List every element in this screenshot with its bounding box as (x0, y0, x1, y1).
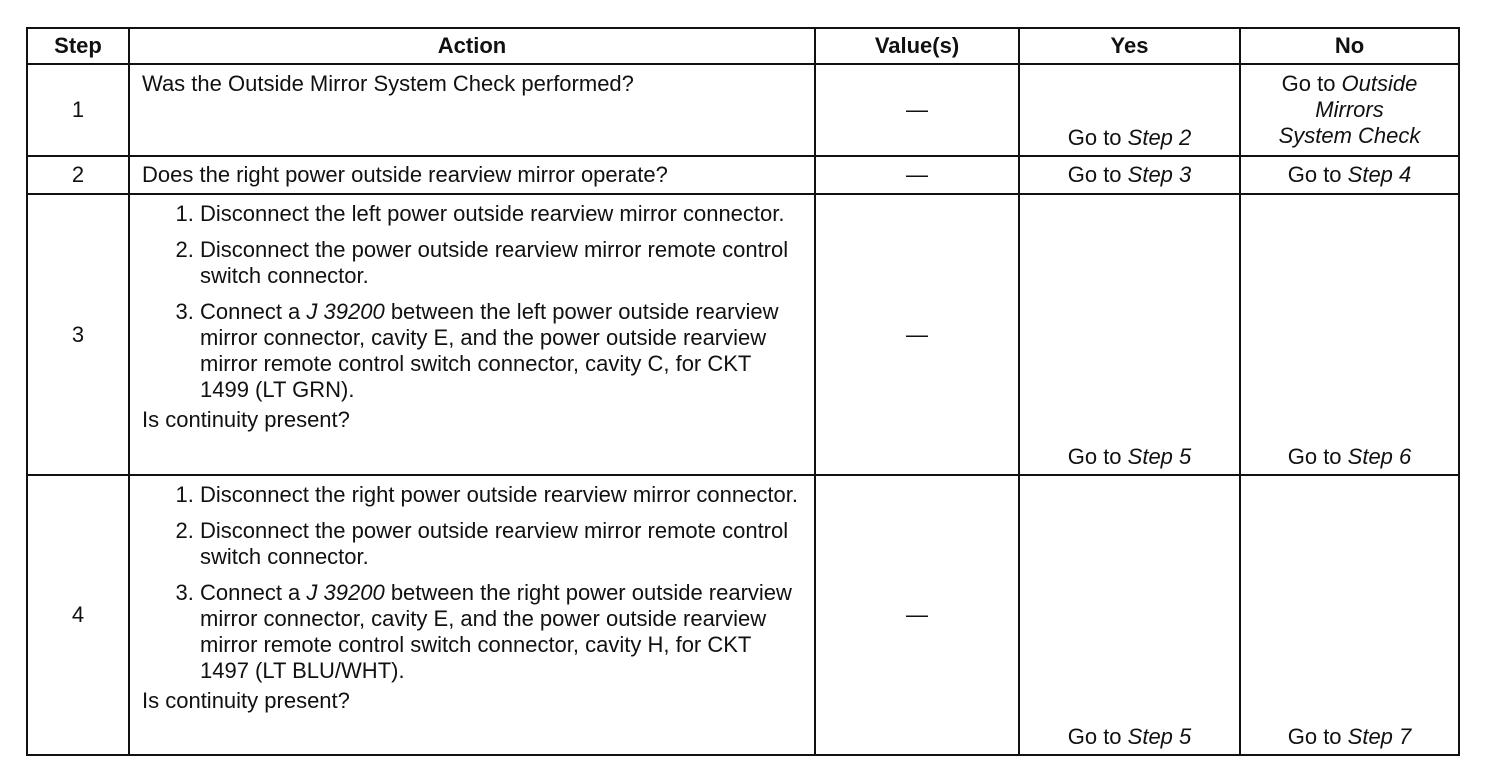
header-values: Value(s) (815, 28, 1019, 64)
header-row (27, 28, 1459, 64)
value-cell: — (815, 156, 1019, 194)
yes-cell (1019, 194, 1240, 475)
action-cell (129, 475, 815, 755)
no-cell (1240, 156, 1459, 194)
tool-name: J 39200 (306, 299, 385, 324)
yes-prefix: Go to (1067, 444, 1128, 469)
yes-cell (1019, 475, 1240, 755)
action-question: Was the Outside Mirror System Check performed? (142, 71, 634, 96)
action-cell (129, 64, 815, 156)
no-step-link[interactable]: Step 4 (1347, 162, 1412, 187)
no-cell (1240, 194, 1459, 475)
no-step-link[interactable]: Step 6 (1347, 444, 1412, 469)
yes-step-link[interactable]: Step 3 (1127, 162, 1192, 187)
table-row (27, 475, 1459, 755)
yes-prefix: Go to (1067, 724, 1128, 749)
table-row (27, 156, 1459, 194)
header-yes: Yes (1019, 28, 1240, 64)
table-row (27, 194, 1459, 475)
action-steps-list (142, 201, 804, 403)
action-cell (129, 156, 815, 194)
no-prefix: Go to (1287, 162, 1348, 187)
no-prefix: Go to (1281, 71, 1342, 96)
action-question: Is continuity present? (142, 407, 350, 432)
step-number: 1 (27, 64, 129, 156)
action-step: 3. Connect a J 39200 between the right power outside rearview mirror connector, cavity E, and the power outside rearview mirror remote control switch connector, cavity H, for CKT 1497 (LT BLU/WHT). (200, 580, 804, 684)
value-cell: — (815, 194, 1019, 475)
no-cell (1240, 64, 1459, 156)
no-prefix: Go to (1287, 724, 1348, 749)
header-step: Step (27, 28, 129, 64)
step-number: 4 (27, 475, 129, 755)
value-cell: — (815, 475, 1019, 755)
step-number: 3 (27, 194, 129, 475)
action-steps-list (142, 482, 804, 684)
value-cell: — (815, 64, 1019, 156)
action-step: 1. Disconnect the left power outside rearview mirror connector. (200, 201, 804, 227)
yes-cell (1019, 156, 1240, 194)
yes-step-link[interactable]: Step 5 (1127, 444, 1192, 469)
action-step: 2. Disconnect the power outside rearview mirror remote control switch connector. (200, 237, 804, 289)
action-question: Does the right power outside rearview mirror operate? (142, 162, 668, 187)
diagnostic-table (26, 27, 1460, 756)
action-question: Is continuity present? (142, 688, 350, 713)
action-cell (129, 194, 815, 475)
tool-name: J 39200 (306, 580, 385, 605)
action-step: 1. Disconnect the right power outside rearview mirror connector. (200, 482, 804, 508)
no-ref-line-2[interactable]: Mirrors (1315, 97, 1384, 122)
yes-prefix: Go to (1067, 125, 1128, 150)
yes-step-link[interactable]: Step 2 (1127, 125, 1192, 150)
yes-step-link[interactable]: Step 5 (1127, 724, 1192, 749)
header-no: No (1240, 28, 1459, 64)
header-action: Action (129, 28, 815, 64)
yes-prefix: Go to (1067, 162, 1128, 187)
no-step-link[interactable]: Step 7 (1347, 724, 1412, 749)
action-step: 3. Connect a J 39200 between the left power outside rearview mirror connector, cavity E, and the power outside rearview mirror remote control switch connector, cavity C, for CKT 1499 (LT GRN). (200, 299, 804, 403)
no-cell (1240, 475, 1459, 755)
no-ref-line-3[interactable]: System Check (1278, 123, 1421, 148)
yes-cell (1019, 64, 1240, 156)
no-prefix: Go to (1287, 444, 1348, 469)
action-step: 2. Disconnect the power outside rearview mirror remote control switch connector. (200, 518, 804, 570)
step-number: 2 (27, 156, 129, 194)
table-row (27, 64, 1459, 156)
no-ref-line-1[interactable]: Outside (1341, 71, 1418, 96)
